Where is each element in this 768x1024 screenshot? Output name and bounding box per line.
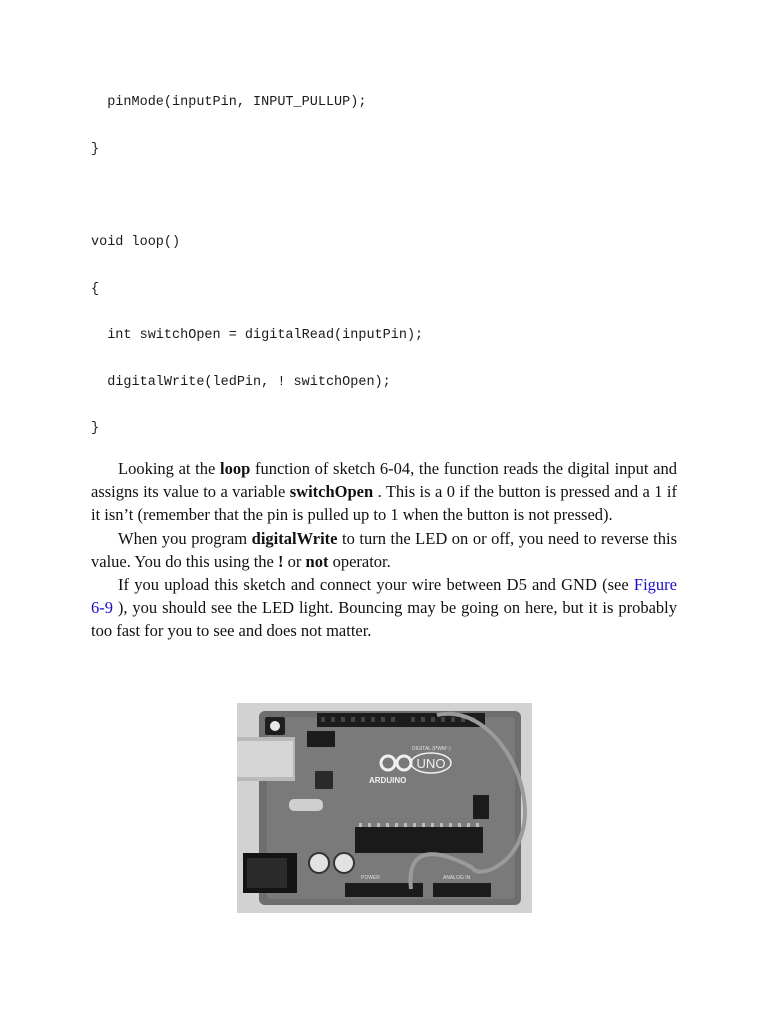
body-text	[91, 457, 677, 643]
code-line: }	[91, 142, 100, 157]
code-line: digitalWrite(ledPin, ! switchOpen);	[91, 375, 391, 390]
analog-header	[433, 883, 491, 897]
paragraph-digitalwrite: When you program digitalWrite to turn the LED on or off, you need to reverse this value. You do this using the ! or not operator.	[91, 528, 677, 571]
microcontroller-chip	[355, 827, 483, 853]
board-model-label: UNO	[416, 756, 446, 771]
figure-link[interactable]: Figure 6-9	[91, 575, 677, 618]
arduino-figure	[237, 703, 532, 913]
board-brand-label: ARDUINO	[369, 776, 407, 785]
term-bang: !	[278, 551, 284, 571]
crystal	[289, 799, 323, 811]
power-header-label: POWER	[361, 875, 380, 881]
paragraph-loop: Looking at the loop function of sketch 6-04, the function reads the digital input and assigns its value to a variable switchOpen . This is a 0 if the button is pressed and a 1 if it isn’t (remember that the pin is pulled up to 1 when the button is not pressed).	[91, 459, 677, 525]
digital-header-label: DIGITAL (PWM~)	[412, 746, 451, 752]
code-line: int switchOpen = digitalRead(inputPin);	[91, 328, 424, 343]
paragraph-upload: If you upload this sketch and connect your wire between D5 and GND (see Figure 6-9 ), you should see the LED light. Bouncing may be going on here, but it is probably too fast for you to see and does not matter.	[91, 575, 677, 641]
capacitor	[309, 853, 329, 873]
term-not: not	[305, 551, 329, 571]
code-line: {	[91, 282, 100, 297]
code-line: pinMode(inputPin, INPUT_PULLUP);	[91, 95, 367, 110]
analog-header-label: ANALOG IN	[443, 875, 471, 881]
term-digitalwrite: digitalWrite	[251, 528, 338, 548]
term-loop: loop	[220, 459, 251, 478]
arduino-board-photo	[237, 703, 532, 913]
code-line: }	[91, 421, 100, 436]
code-line: void loop()	[91, 235, 181, 250]
capacitor	[334, 853, 354, 873]
term-switchopen: switchOpen	[289, 482, 374, 502]
